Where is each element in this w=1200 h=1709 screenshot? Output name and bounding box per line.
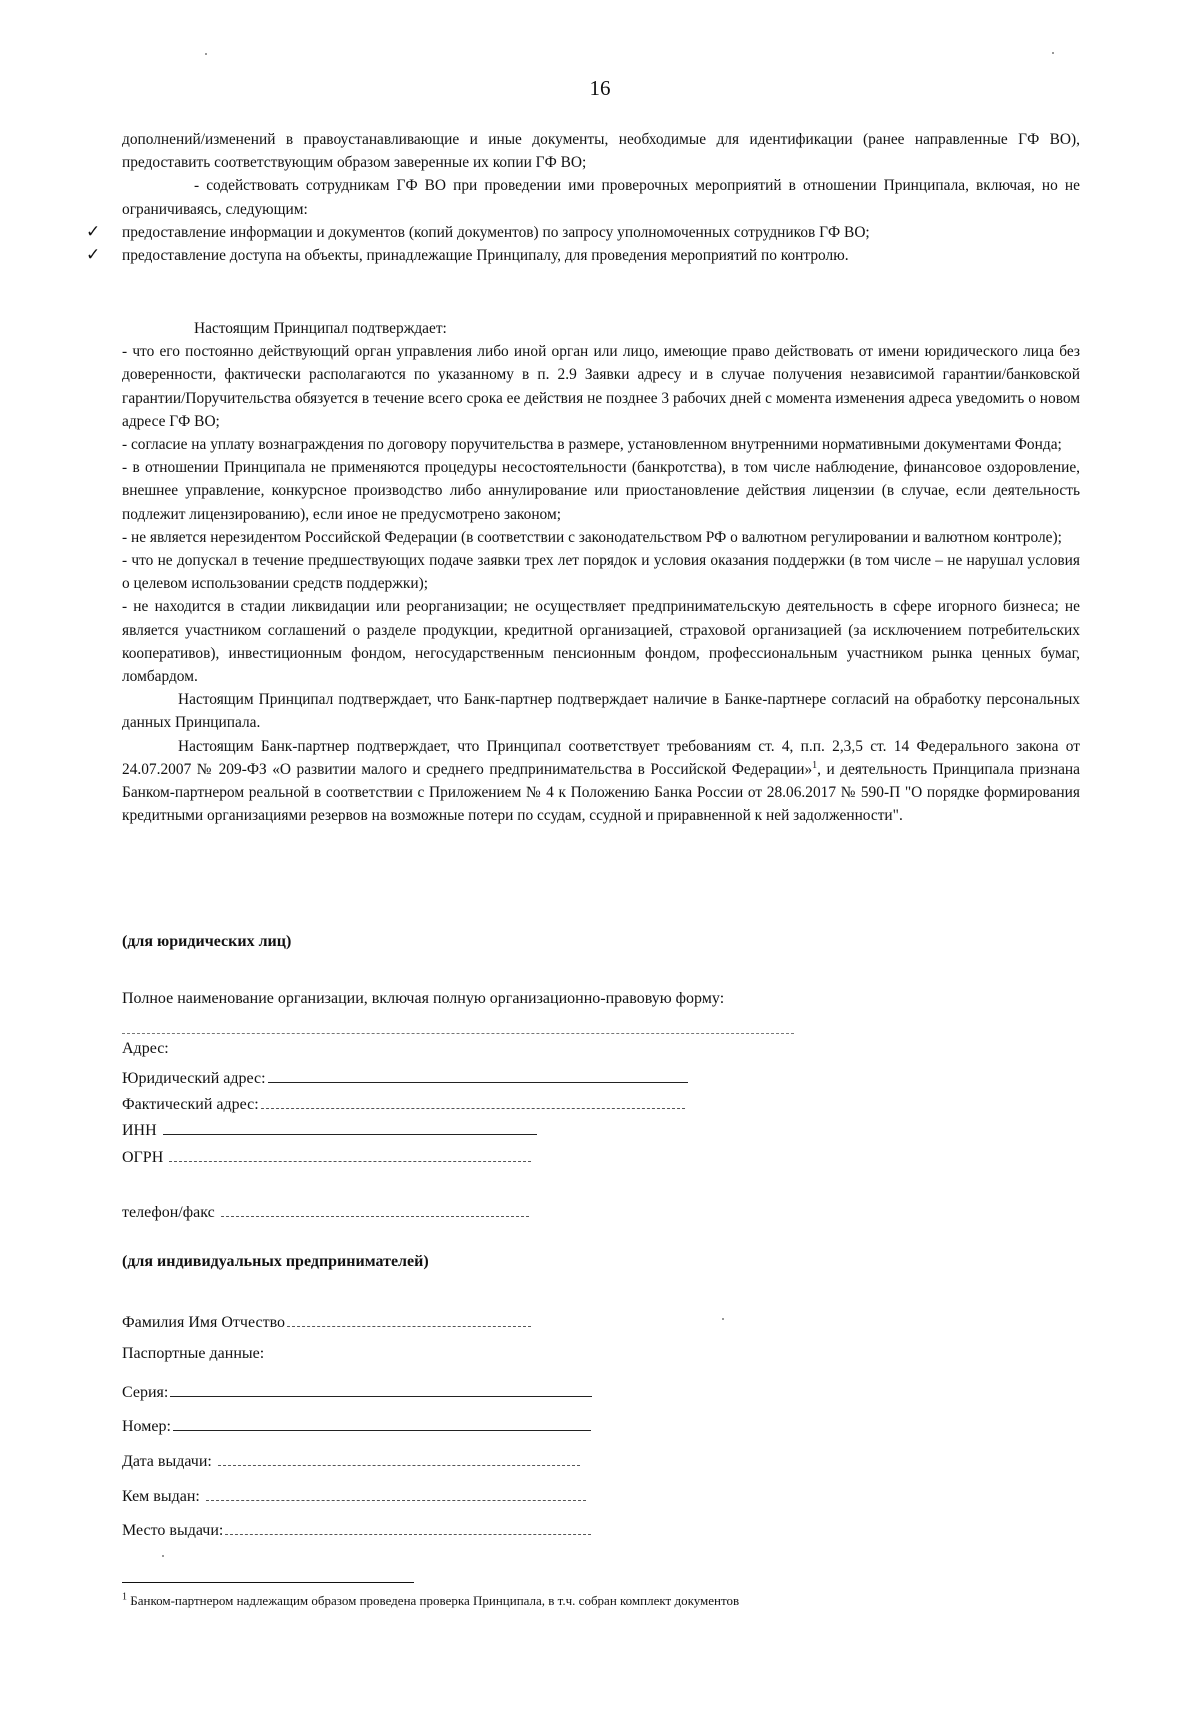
scan-speck: [1052, 52, 1054, 54]
issue-date-row: [122, 1449, 580, 1471]
fio-row: [122, 1310, 531, 1332]
full-name-field[interactable]: [122, 1033, 794, 1034]
check-item: [86, 221, 1080, 244]
confirmation-item: - не является нерезидентом Российской Федерации (в соответствии с законодательством РФ о валютном регулировании и валютном контроле);: [122, 528, 1062, 546]
confirmation-item: - в отношении Принципала не применяются процедуры несостоятельности (банкротства), в том числе наблюдение, финансовое оздоровление, внешнее управление, конкурсное производство либо аннулирование или приостановление действия лицензии (в случае, если деятельность подлежит лицензированию), если иное не предусмотрено законом;: [122, 459, 1080, 523]
intro-paragraph: дополнений/изменений в правоустанавливающие и иные документы, необходимые для идентификации (ранее направленные ГФ ВО), предоставить соответствующим образом заверенные их копии ГФ ВО;: [122, 131, 1080, 172]
issue-place-field[interactable]: [225, 1518, 591, 1535]
legal-address-label: Юридический адрес:: [122, 1070, 266, 1087]
number-row: [122, 1414, 591, 1436]
fio-field[interactable]: [287, 1310, 531, 1327]
checkmark-icon: ✓: [86, 245, 101, 265]
confirmation-item: - что не допускал в течение предшествующих подаче заявки трех лет порядок и условия оказания поддержки (в том числе – не нарушал условия о целевом использовании средств поддержки);: [122, 552, 1080, 593]
issue-place-row: [122, 1518, 591, 1540]
actual-address-field[interactable]: [261, 1092, 685, 1109]
actual-address-row: [122, 1092, 685, 1114]
issue-date-label: Дата выдачи:: [122, 1453, 212, 1470]
phone-row: [122, 1200, 529, 1222]
phone-label: телефон/факс: [122, 1204, 215, 1221]
address-label: Адрес:: [122, 1040, 169, 1057]
footnote-separator: [122, 1582, 414, 1583]
inn-label: ИНН: [122, 1122, 157, 1139]
issued-by-field[interactable]: [206, 1484, 586, 1501]
issued-by-row: [122, 1484, 586, 1506]
bank-partner-paragraph: Настоящим Принципал подтверждает, что Банк-партнер подтверждает наличие в Банке-партнере согласий на обработку персональных данных Принципала.: [122, 691, 1080, 732]
confirmation-heading: Настоящим Принципал подтверждает:: [194, 320, 447, 337]
compliance-text-b: , и деятельность Принципала признана Банком-партнером реальной в соответствии с Приложением № 4 к Положению Банка России от 28.06.2017 № 590-П "О порядке формирования кредитными организациями резервов на возможные потери по ссудам, ссудной и приравненной к ней задолженности".: [122, 760, 1080, 825]
scan-speck: [722, 1318, 724, 1320]
ogrn-field[interactable]: [169, 1145, 531, 1162]
fio-label: Фамилия Имя Отчество: [122, 1314, 286, 1331]
footnote-mark: 1: [122, 1591, 127, 1603]
check-item: [86, 244, 1080, 267]
phone-field[interactable]: [221, 1200, 529, 1217]
footnote-reference: 1: [812, 759, 818, 771]
legal-entity-heading: (для юридических лиц): [122, 933, 292, 950]
footnote: [122, 1593, 739, 1609]
confirmation-item: - не находится в стадии ликвидации или реорганизации; не осуществляет предпринимательскую деятельность в сфере игорного бизнеса; не является участником соглашений о разделе продукции, кредитной организацией, страховой организацией (за исключением потребительских кооперативов), инвестиционным фондом, негосударственным пенсионным фондом, профессиональным участником рынка ценных бумаг, ломбардом.: [122, 598, 1080, 686]
check-item-text: предоставление информации и документов (копий документов) по запросу уполномоченных сотрудников ГФ ВО;: [122, 223, 870, 241]
full-name-label: Полное наименование организации, включая полную организационно-правовую форму:: [122, 990, 725, 1007]
issue-date-field[interactable]: [218, 1449, 580, 1466]
scan-speck: [162, 1555, 164, 1557]
compliance-text-a: Настоящим Банк-партнер подтверждает, что Принципал соответствует требованиям ст. 4, п.п. 2,3,5 ст. 14 Федерального закона от 24.07.2007 № 209-ФЗ «О развитии малого и среднего предпринимательства в Российской Федерации»: [122, 737, 1080, 778]
checkmark-icon: ✓: [86, 221, 101, 241]
issue-place-label: Место выдачи:: [122, 1522, 224, 1539]
confirmation-item: - согласие на уплату вознаграждения по договору поручительства в размере, установленном внутренними нормативными документами Фонда;: [122, 436, 1062, 454]
number-label: Номер:: [122, 1418, 171, 1435]
number-field[interactable]: [173, 1414, 591, 1431]
assist-paragraph: - содействовать сотрудникам ГФ ВО при проведении ими проверочных мероприятий в отношении Принципала, включая, но не ограничиваясь, следующим:: [122, 177, 1080, 218]
series-row: [122, 1380, 592, 1402]
footnote-text: Банком-партнером надлежащим образом проведена проверка Принципала, в т.ч. собран комплект документов: [130, 1593, 740, 1608]
inn-field[interactable]: [163, 1118, 537, 1135]
actual-address-label: Фактический адрес:: [122, 1096, 259, 1113]
entrepreneur-heading: (для индивидуальных предпринимателей): [122, 1253, 429, 1270]
legal-address-row: [122, 1066, 688, 1088]
series-label: Серия:: [122, 1384, 169, 1401]
series-field[interactable]: [170, 1380, 592, 1397]
confirmation-block: [122, 317, 1080, 827]
passport-label: Паспортные данные:: [122, 1345, 265, 1362]
ogrn-label: ОГРН: [122, 1149, 164, 1166]
inn-row: [122, 1118, 537, 1140]
confirmation-item: - что его постоянно действующий орган управления либо иной орган или лицо, имеющие право действовать от имени юридического лица без доверенности, фактически располагаются по указанному в п. 2.9 Заявки адресу и в случае получения независимой гарантии/банковской гарантии/Поручительства обязуется в течение всего срока ее действия не позднее 3 рабочих дней с момента изменения адреса уведомить о новом адресе ГФ ВО;: [122, 343, 1080, 430]
compliance-paragraph: [122, 735, 1080, 828]
legal-address-field[interactable]: [268, 1066, 688, 1083]
check-item-text: предоставление доступа на объекты, принадлежащие Принципалу, для проведения мероприятий по контролю.: [122, 247, 849, 265]
page-number: 16: [589, 76, 611, 100]
scan-speck: [205, 53, 207, 55]
issued-by-label: Кем выдан:: [122, 1488, 200, 1505]
ogrn-row: [122, 1145, 531, 1167]
intro-block: [86, 128, 1080, 267]
